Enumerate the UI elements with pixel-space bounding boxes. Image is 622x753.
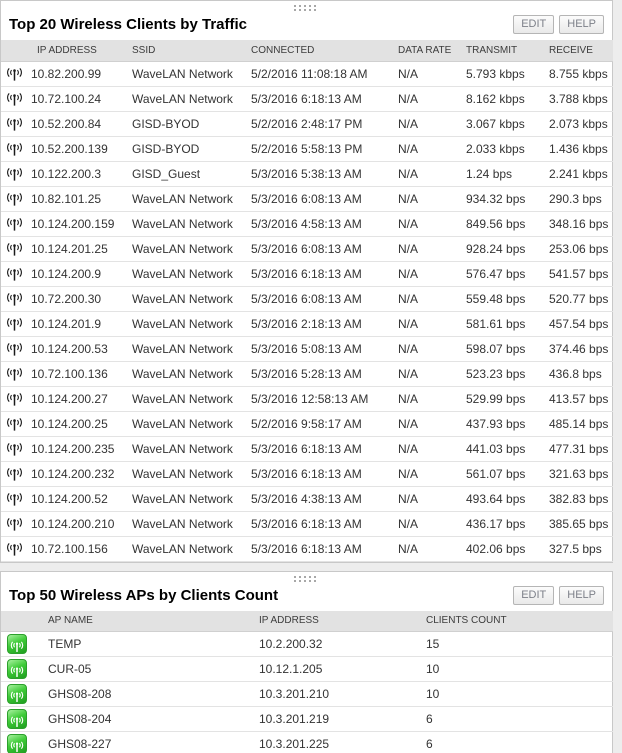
table-row — [1, 286, 613, 311]
client-ssid-cell: WaveLAN Network — [130, 411, 249, 436]
client-ssid-cell: WaveLAN Network — [130, 211, 249, 236]
client-ssid-cell: WaveLAN Network — [130, 386, 249, 411]
client-data-rate-cell: N/A — [396, 336, 464, 361]
client-ssid-cell: WaveLAN Network — [130, 61, 249, 86]
aps-table-header-row — [1, 611, 613, 632]
client-icon-cell — [1, 536, 29, 561]
client-data-rate-cell: N/A — [396, 311, 464, 336]
client-ip-cell: 10.124.200.235 — [29, 436, 130, 461]
client-receive-cell: 457.54 bps — [547, 311, 613, 336]
column-header-transmit: TRANSMIT — [464, 40, 547, 61]
ap-icon-cell — [1, 732, 36, 753]
table-row — [1, 657, 613, 682]
client-transmit-cell: 561.07 bps — [464, 461, 547, 486]
edit-button[interactable]: EDIT — [513, 15, 554, 34]
table-row — [1, 211, 613, 236]
client-ip-cell: 10.124.200.232 — [29, 461, 130, 486]
client-icon-cell — [1, 136, 29, 161]
table-row — [1, 186, 613, 211]
ap-icon-cell — [1, 632, 36, 657]
access-point-antenna-icon — [7, 684, 27, 704]
icon-column-header — [1, 40, 29, 61]
wireless-client-antenna-icon — [6, 267, 23, 281]
client-ssid-cell: WaveLAN Network — [130, 511, 249, 536]
wireless-client-antenna-icon — [6, 367, 23, 381]
client-connected-cell: 5/2/2016 5:58:13 PM — [249, 136, 396, 161]
client-receive-cell: 2.241 kbps — [547, 161, 613, 186]
client-connected-cell: 5/3/2016 6:08:13 AM — [249, 286, 396, 311]
client-connected-cell: 5/3/2016 4:38:13 AM — [249, 486, 396, 511]
ap-name-cell: CUR-05 — [36, 657, 247, 682]
ap-clients-count-cell: 10 — [414, 682, 613, 707]
client-data-rate-cell: N/A — [396, 86, 464, 111]
client-ssid-cell: GISD-BYOD — [130, 111, 249, 136]
help-button[interactable]: HELP — [559, 586, 604, 605]
wireless-client-antenna-icon — [6, 217, 23, 231]
client-ssid-cell: WaveLAN Network — [130, 236, 249, 261]
wireless-client-antenna-icon — [6, 67, 23, 81]
client-ip-cell: 10.124.200.52 — [29, 486, 130, 511]
wireless-client-antenna-icon — [6, 542, 23, 556]
client-ip-cell: 10.72.100.24 — [29, 86, 130, 111]
column-header-ip-address: IP ADDRESS — [29, 40, 130, 61]
client-connected-cell: 5/3/2016 6:18:13 AM — [249, 261, 396, 286]
client-receive-cell: 374.46 bps — [547, 336, 613, 361]
column-header-connected: CONNECTED — [249, 40, 396, 61]
client-ip-cell: 10.124.201.25 — [29, 236, 130, 261]
table-row — [1, 732, 613, 753]
column-header-ssid: SSID — [130, 40, 249, 61]
client-data-rate-cell: N/A — [396, 111, 464, 136]
client-receive-cell: 520.77 bps — [547, 286, 613, 311]
client-data-rate-cell: N/A — [396, 161, 464, 186]
client-connected-cell: 5/3/2016 5:38:13 AM — [249, 161, 396, 186]
wireless-client-antenna-icon — [6, 492, 23, 506]
client-transmit-cell: 529.99 bps — [464, 386, 547, 411]
client-receive-cell: 3.788 kbps — [547, 86, 613, 111]
client-connected-cell: 5/3/2016 5:08:13 AM — [249, 336, 396, 361]
client-ip-cell: 10.124.200.210 — [29, 511, 130, 536]
client-receive-cell: 477.31 bps — [547, 436, 613, 461]
client-receive-cell: 541.57 bps — [547, 261, 613, 286]
wireless-client-antenna-icon — [6, 442, 23, 456]
ap-clients-count-cell: 15 — [414, 632, 613, 657]
client-data-rate-cell: N/A — [396, 261, 464, 286]
column-header-receive: RECEIVE — [547, 40, 613, 61]
table-row — [1, 707, 613, 732]
client-connected-cell: 5/3/2016 2:18:13 AM — [249, 311, 396, 336]
client-ssid-cell: WaveLAN Network — [130, 186, 249, 211]
client-ssid-cell: WaveLAN Network — [130, 461, 249, 486]
access-point-antenna-icon — [7, 709, 27, 729]
client-receive-cell: 321.63 bps — [547, 461, 613, 486]
client-data-rate-cell: N/A — [396, 236, 464, 261]
client-icon-cell — [1, 161, 29, 186]
access-point-antenna-icon — [7, 734, 27, 753]
column-header-data-rate: DATA RATE — [396, 40, 464, 61]
client-ssid-cell: GISD-BYOD — [130, 136, 249, 161]
client-transmit-cell: 576.47 bps — [464, 261, 547, 286]
clients-table — [1, 40, 613, 562]
ap-clients-count-cell: 6 — [414, 707, 613, 732]
client-receive-cell: 253.06 bps — [547, 236, 613, 261]
client-ssid-cell: WaveLAN Network — [130, 361, 249, 386]
client-ip-cell: 10.124.200.159 — [29, 211, 130, 236]
edit-button[interactable]: EDIT — [513, 586, 554, 605]
table-row — [1, 511, 613, 536]
wireless-client-antenna-icon — [6, 92, 23, 106]
client-icon-cell — [1, 386, 29, 411]
client-receive-cell: 385.65 bps — [547, 511, 613, 536]
panel-drag-handle[interactable] — [294, 4, 320, 12]
client-ssid-cell: WaveLAN Network — [130, 86, 249, 111]
wireless-client-antenna-icon — [6, 467, 23, 481]
client-icon-cell — [1, 261, 29, 286]
wireless-client-antenna-icon — [6, 142, 23, 156]
client-connected-cell: 5/2/2016 2:48:17 PM — [249, 111, 396, 136]
client-receive-cell: 1.436 kbps — [547, 136, 613, 161]
ap-ip-cell: 10.3.201.210 — [247, 682, 414, 707]
ap-icon-cell — [1, 707, 36, 732]
ap-icon-cell — [1, 682, 36, 707]
client-icon-cell — [1, 436, 29, 461]
client-icon-cell — [1, 286, 29, 311]
ap-ip-cell: 10.3.201.219 — [247, 707, 414, 732]
client-icon-cell — [1, 211, 29, 236]
ap-ip-cell: 10.12.1.205 — [247, 657, 414, 682]
client-receive-cell: 382.83 bps — [547, 486, 613, 511]
client-connected-cell: 5/3/2016 6:18:13 AM — [249, 436, 396, 461]
client-transmit-cell: 523.23 bps — [464, 361, 547, 386]
client-data-rate-cell: N/A — [396, 186, 464, 211]
client-ip-cell: 10.52.200.139 — [29, 136, 130, 161]
table-row — [1, 136, 613, 161]
client-icon-cell — [1, 61, 29, 86]
client-ip-cell: 10.52.200.84 — [29, 111, 130, 136]
client-ssid-cell: GISD_Guest — [130, 161, 249, 186]
client-data-rate-cell: N/A — [396, 211, 464, 236]
client-ssid-cell: WaveLAN Network — [130, 436, 249, 461]
wireless-client-antenna-icon — [6, 517, 23, 531]
client-data-rate-cell: N/A — [396, 286, 464, 311]
client-transmit-cell: 402.06 bps — [464, 536, 547, 561]
client-transmit-cell: 934.32 bps — [464, 186, 547, 211]
table-row — [1, 682, 613, 707]
client-ip-cell: 10.122.200.3 — [29, 161, 130, 186]
client-data-rate-cell: N/A — [396, 136, 464, 161]
client-receive-cell: 8.755 kbps — [547, 61, 613, 86]
table-row — [1, 161, 613, 186]
client-connected-cell: 5/2/2016 11:08:18 AM — [249, 61, 396, 86]
client-connected-cell: 5/3/2016 4:58:13 AM — [249, 211, 396, 236]
client-ip-cell: 10.72.100.156 — [29, 536, 130, 561]
client-transmit-cell: 849.56 bps — [464, 211, 547, 236]
client-transmit-cell: 1.24 bps — [464, 161, 547, 186]
clients-panel-header — [1, 13, 612, 40]
client-transmit-cell: 3.067 kbps — [464, 111, 547, 136]
client-icon-cell — [1, 236, 29, 261]
aps-panel — [0, 571, 613, 753]
client-transmit-cell: 441.03 bps — [464, 436, 547, 461]
wireless-client-antenna-icon — [6, 167, 23, 181]
client-data-rate-cell: N/A — [396, 461, 464, 486]
client-icon-cell — [1, 86, 29, 111]
client-icon-cell — [1, 361, 29, 386]
client-connected-cell: 5/3/2016 6:18:13 AM — [249, 536, 396, 561]
client-ssid-cell: WaveLAN Network — [130, 261, 249, 286]
client-transmit-cell: 928.24 bps — [464, 236, 547, 261]
client-receive-cell: 413.57 bps — [547, 386, 613, 411]
help-button[interactable]: HELP — [559, 15, 604, 34]
client-ip-cell: 10.124.200.9 — [29, 261, 130, 286]
client-ssid-cell: WaveLAN Network — [130, 486, 249, 511]
client-data-rate-cell: N/A — [396, 436, 464, 461]
client-data-rate-cell: N/A — [396, 361, 464, 386]
table-row — [1, 436, 613, 461]
table-row — [1, 486, 613, 511]
client-connected-cell: 5/3/2016 6:18:13 AM — [249, 511, 396, 536]
column-header-ip-address: IP ADDRESS — [247, 611, 414, 632]
client-transmit-cell: 598.07 bps — [464, 336, 547, 361]
table-row — [1, 261, 613, 286]
client-connected-cell: 5/3/2016 6:18:13 AM — [249, 86, 396, 111]
ap-name-cell: GHS08-204 — [36, 707, 247, 732]
client-ssid-cell: WaveLAN Network — [130, 311, 249, 336]
column-header-clients-count: CLIENTS COUNT — [414, 611, 613, 632]
access-point-antenna-icon — [7, 634, 27, 654]
icon-column-header — [1, 611, 36, 632]
client-data-rate-cell: N/A — [396, 486, 464, 511]
ap-ip-cell: 10.2.200.32 — [247, 632, 414, 657]
wireless-client-antenna-icon — [6, 292, 23, 306]
aps-panel-header — [1, 584, 612, 611]
client-connected-cell: 5/3/2016 6:08:13 AM — [249, 236, 396, 261]
table-row — [1, 311, 613, 336]
table-row — [1, 111, 613, 136]
client-transmit-cell: 581.61 bps — [464, 311, 547, 336]
client-transmit-cell: 2.033 kbps — [464, 136, 547, 161]
ap-clients-count-cell: 6 — [414, 732, 613, 753]
client-icon-cell — [1, 336, 29, 361]
client-transmit-cell: 5.793 kbps — [464, 61, 547, 86]
client-receive-cell: 485.14 bps — [547, 411, 613, 436]
client-ip-cell: 10.124.200.53 — [29, 336, 130, 361]
wireless-client-antenna-icon — [6, 392, 23, 406]
client-connected-cell: 5/2/2016 9:58:17 AM — [249, 411, 396, 436]
ap-icon-cell — [1, 657, 36, 682]
table-row — [1, 361, 613, 386]
table-row — [1, 86, 613, 111]
ap-ip-cell: 10.3.201.225 — [247, 732, 414, 753]
client-transmit-cell: 436.17 bps — [464, 511, 547, 536]
client-receive-cell: 2.073 kbps — [547, 111, 613, 136]
client-connected-cell: 5/3/2016 6:08:13 AM — [249, 186, 396, 211]
table-row — [1, 632, 613, 657]
client-transmit-cell: 559.48 bps — [464, 286, 547, 311]
client-icon-cell — [1, 186, 29, 211]
client-ip-cell: 10.82.101.25 — [29, 186, 130, 211]
column-header-ap-name: AP NAME — [36, 611, 247, 632]
table-row — [1, 536, 613, 561]
page-title: Top 50 Wireless APs by Clients Count — [9, 586, 279, 604]
client-icon-cell — [1, 111, 29, 136]
client-ssid-cell: WaveLAN Network — [130, 286, 249, 311]
client-icon-cell — [1, 486, 29, 511]
wireless-client-antenna-icon — [6, 342, 23, 356]
client-ip-cell: 10.124.200.27 — [29, 386, 130, 411]
ap-name-cell: TEMP — [36, 632, 247, 657]
client-icon-cell — [1, 511, 29, 536]
wireless-client-antenna-icon — [6, 417, 23, 431]
table-row — [1, 336, 613, 361]
client-data-rate-cell: N/A — [396, 536, 464, 561]
client-connected-cell: 5/3/2016 12:58:13 AM — [249, 386, 396, 411]
client-data-rate-cell: N/A — [396, 386, 464, 411]
client-transmit-cell: 437.93 bps — [464, 411, 547, 436]
client-receive-cell: 436.8 bps — [547, 361, 613, 386]
client-connected-cell: 5/3/2016 6:18:13 AM — [249, 461, 396, 486]
client-receive-cell: 327.5 bps — [547, 536, 613, 561]
table-row — [1, 461, 613, 486]
client-receive-cell: 348.16 bps — [547, 211, 613, 236]
wireless-client-antenna-icon — [6, 242, 23, 256]
client-ip-cell: 10.124.201.9 — [29, 311, 130, 336]
panel-drag-handle[interactable] — [294, 575, 320, 583]
ap-name-cell: GHS08-227 — [36, 732, 247, 753]
ap-name-cell: GHS08-208 — [36, 682, 247, 707]
client-data-rate-cell: N/A — [396, 411, 464, 436]
wireless-client-antenna-icon — [6, 192, 23, 206]
table-row — [1, 61, 613, 86]
client-data-rate-cell: N/A — [396, 61, 464, 86]
ap-clients-count-cell: 10 — [414, 657, 613, 682]
client-ip-cell: 10.72.100.136 — [29, 361, 130, 386]
client-icon-cell — [1, 311, 29, 336]
table-row — [1, 386, 613, 411]
wireless-client-antenna-icon — [6, 317, 23, 331]
client-data-rate-cell: N/A — [396, 511, 464, 536]
client-ssid-cell: WaveLAN Network — [130, 336, 249, 361]
client-icon-cell — [1, 461, 29, 486]
access-point-antenna-icon — [7, 659, 27, 679]
client-connected-cell: 5/3/2016 5:28:13 AM — [249, 361, 396, 386]
client-ip-cell: 10.82.200.99 — [29, 61, 130, 86]
client-icon-cell — [1, 411, 29, 436]
aps-table — [1, 611, 613, 753]
wireless-client-antenna-icon — [6, 117, 23, 131]
clients-table-header-row — [1, 40, 613, 61]
table-row — [1, 411, 613, 436]
client-receive-cell: 290.3 bps — [547, 186, 613, 211]
page-title: Top 20 Wireless Clients by Traffic — [9, 16, 247, 33]
table-row — [1, 236, 613, 261]
client-ssid-cell: WaveLAN Network — [130, 536, 249, 561]
client-ip-cell: 10.124.200.25 — [29, 411, 130, 436]
client-transmit-cell: 493.64 bps — [464, 486, 547, 511]
client-transmit-cell: 8.162 kbps — [464, 86, 547, 111]
client-ip-cell: 10.72.200.30 — [29, 286, 130, 311]
